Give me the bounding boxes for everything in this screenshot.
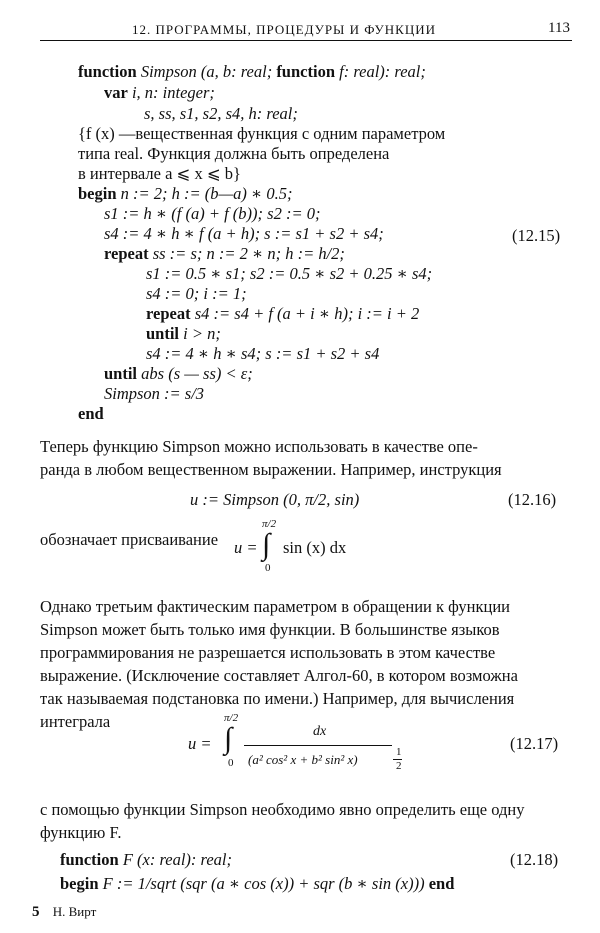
code-line: s4 := 4 ∗ h ∗ s4; s := s1 + s2 + s4 [146,344,380,363]
code-line: s, ss, s1, s2, s4, h: real; [144,104,298,123]
integral-sign: ∫ [262,528,271,561]
code-line: Simpson := s/3 [104,384,205,403]
chapter-title: 12. ПРОГРАММЫ, ПРОЦЕДУРЫ И ФУНКЦИИ [132,22,436,37]
code-line: begin F := 1/sqrt (sqr (a ∗ cos (x)) + sqr (b ∗ sin (x))) end [60,874,455,893]
code-line: repeat ss := s; n := 2 ∗ n; h := h/2; [104,244,345,263]
code-line: end [78,404,104,423]
code-line: s1 := 0.5 ∗ s1; s2 := 0.5 ∗ s2 + 0.25 ∗ s4; [146,264,433,283]
code-line: repeat s4 := s4 + f (a + i ∗ h); i := i + 2 [146,304,420,323]
code-line: s1 := h ∗ (f (a) + f (b)); s2 := 0; [104,204,321,223]
code-comment: типа real. Функция должна быть определена [78,144,390,163]
code-line: function F (x: real): real; [60,850,232,869]
integral-sign: ∫ [224,722,233,755]
equation-12-16: u := Simpson (0, π/2, sin) [190,490,360,509]
equation-number: (12.17) [510,734,559,753]
paragraph: с помощью функции Simpson необходимо явно определить еще одну функцию F. [40,800,525,842]
page-footer [32,904,96,921]
code-line: until abs (s — ss) < ε; [104,364,253,383]
page-number: 113 [548,20,570,36]
equation-number: (12.16) [508,490,557,509]
code-comment: {f (x) —вещественная функция с одним параметром [78,124,446,143]
equation-number: (12.18) [510,850,559,869]
code-line: s4 := 4 ∗ h ∗ f (a + h); s := s1 + s2 + s4; [104,224,384,243]
paragraph: обозначает присваивание [40,530,219,549]
author-name: Н. Вирт [52,904,97,919]
code-line: function Simpson (a, b: real; function f: real): real; [78,62,426,81]
running-head [40,18,572,41]
code-comment: в интервале a ⩽ x ⩽ b} [78,164,241,183]
code-line: s4 := 0; i := 1; [146,284,247,303]
code-line: until i > n; [146,324,221,343]
code-line: var i, n: integer; [104,83,215,102]
equation-number: (12.15) [512,226,561,245]
code-line: begin n := 2; h := (b—a) ∗ 0.5; [78,184,293,203]
paragraph: Теперь функцию Simpson можно использовать в качестве опе- ранда в любом вещественном выражении. Например, инструкция [40,437,502,479]
paragraph: Однако третьим фактическим параметром в обращении к функции Simpson может быть только имя функции. В большинстве языков программирования не разрешается использовать в этом качестве выражение. (Исключение составляет Алгол-60, в котором возможна так называемая подстановка по имени.) Например, для вычисления интеграла [40,597,518,731]
fraction-bar [244,745,392,746]
signature-mark: 5 [32,904,40,920]
